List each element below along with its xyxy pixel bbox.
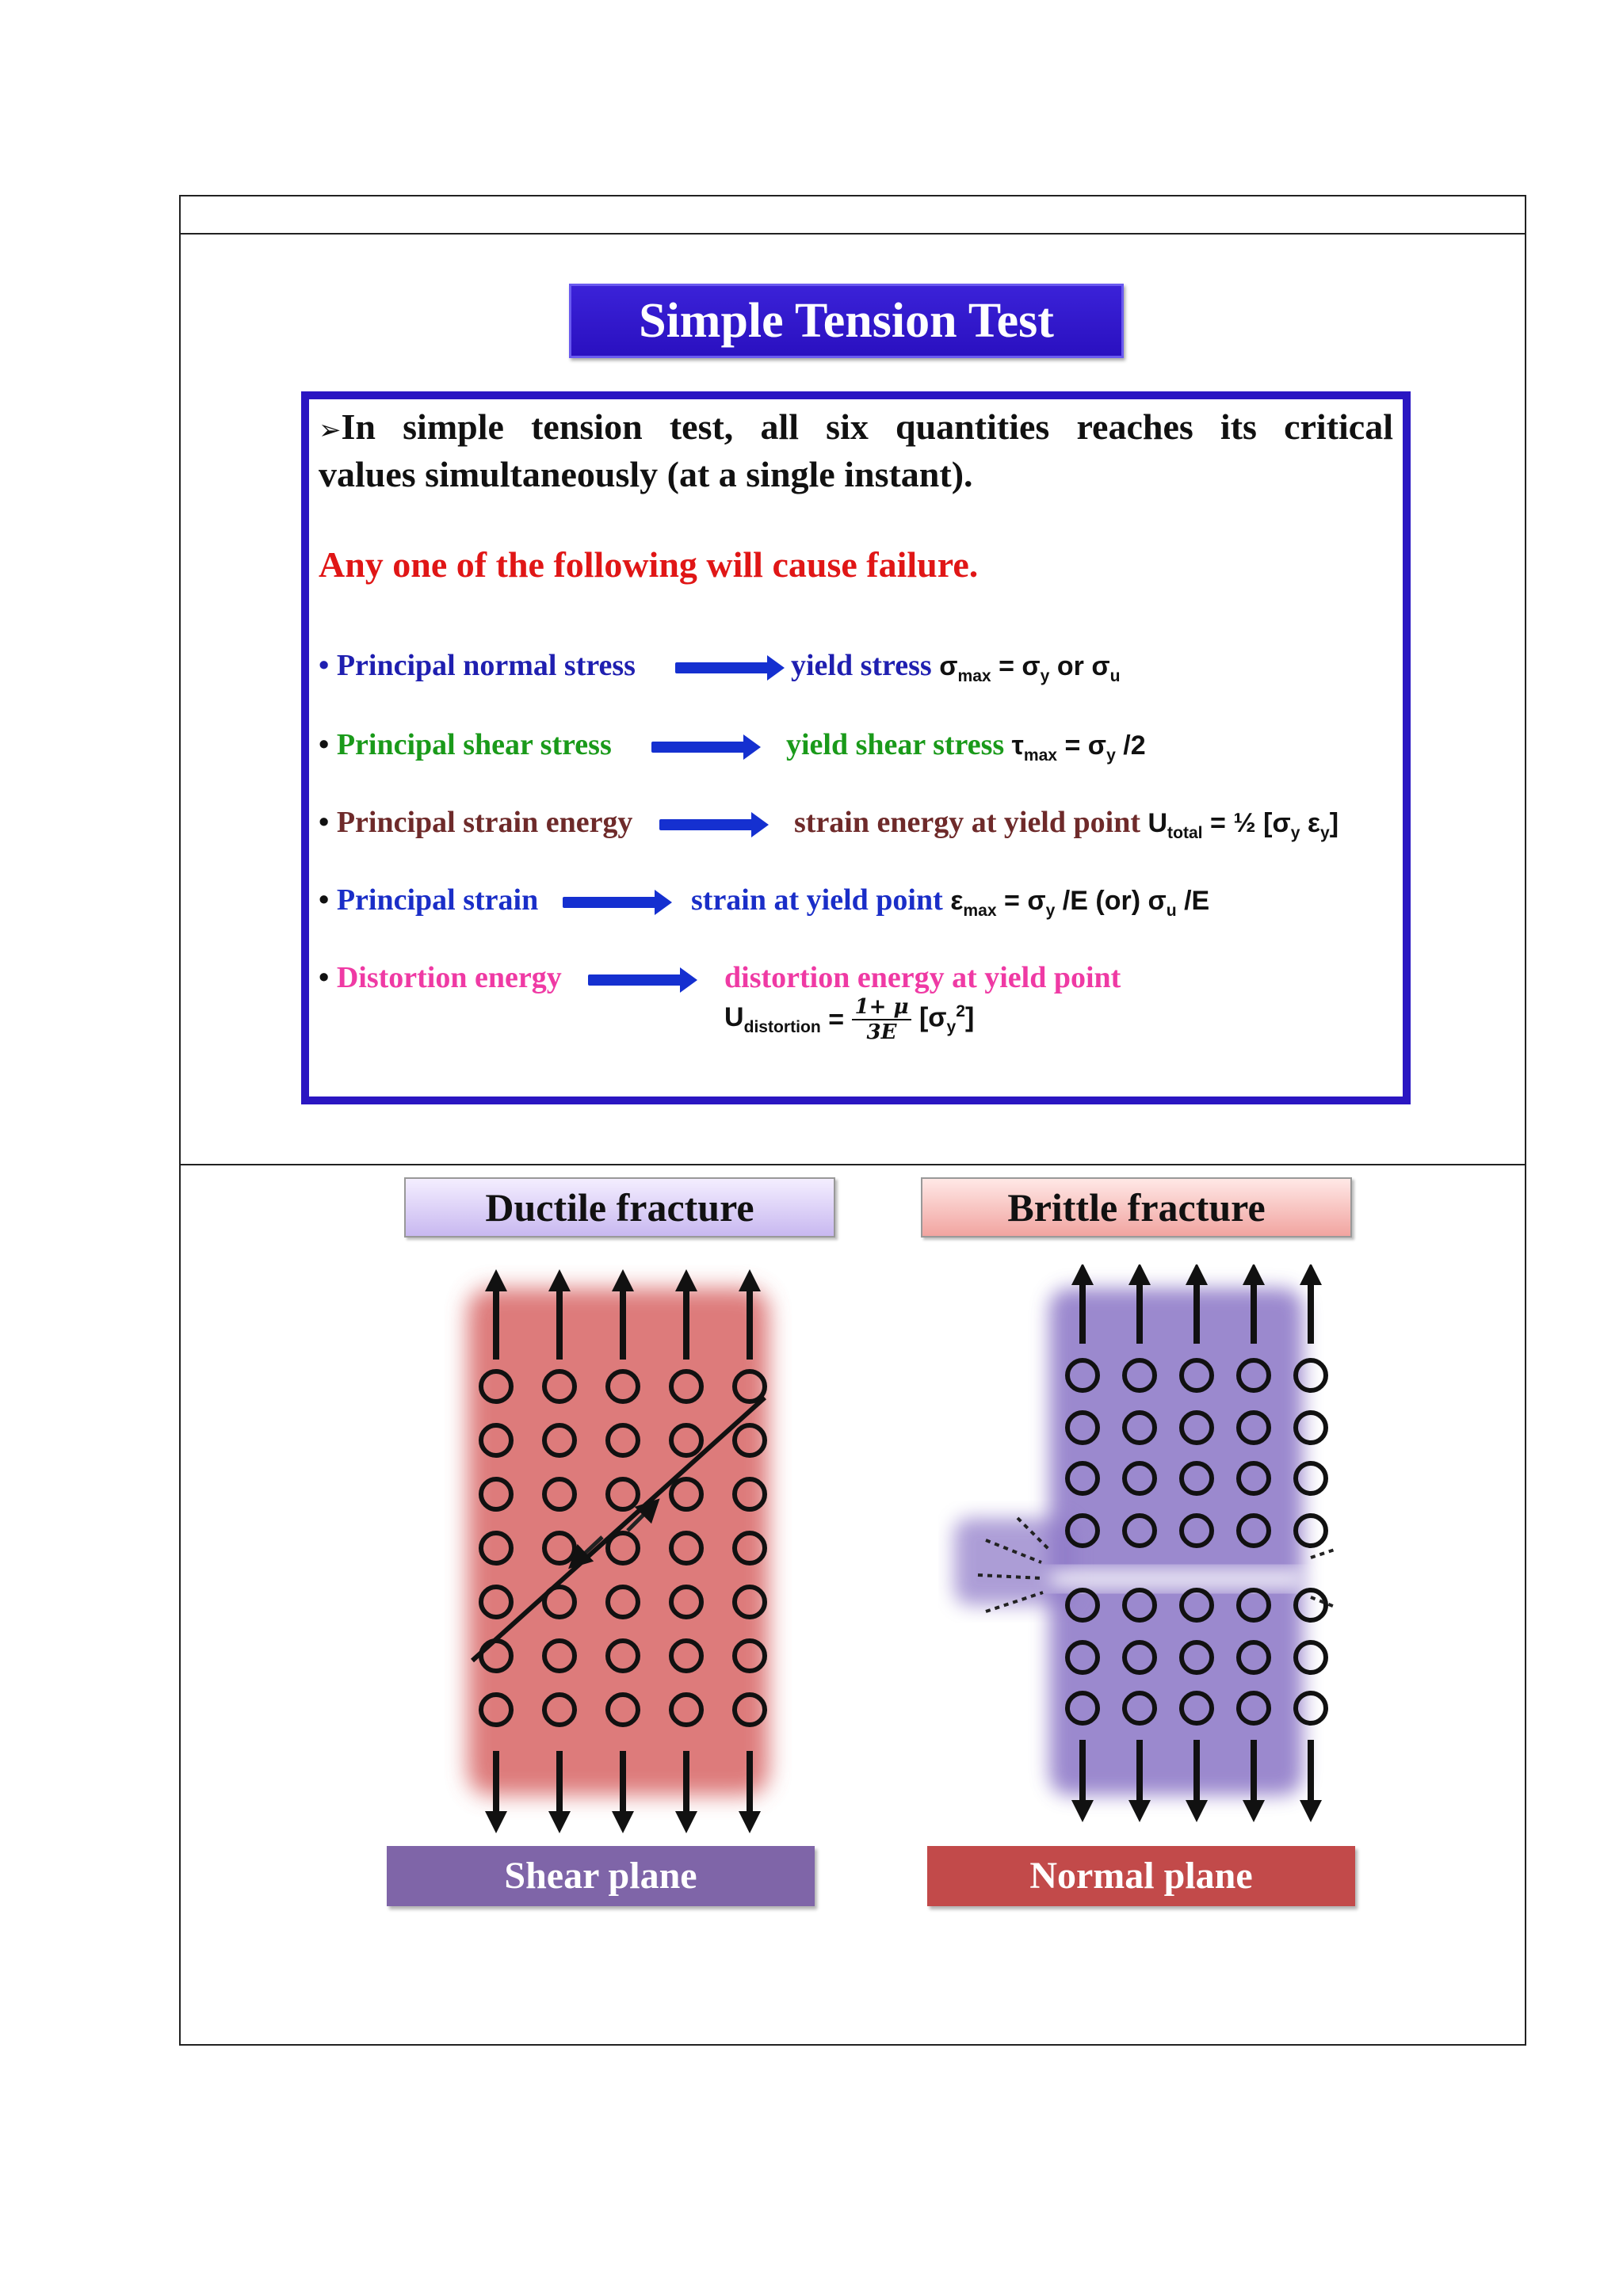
arrowhead — [1186, 1800, 1208, 1822]
section-divider — [179, 1164, 1526, 1165]
criterion-label: Distortion energy — [336, 961, 562, 994]
arrowhead — [548, 1811, 571, 1833]
right-arrow-icon — [675, 662, 770, 673]
intro-line-1 — [319, 406, 1393, 448]
arrowhead — [1186, 1264, 1208, 1285]
criterion-formula: $\tau_{max} = \sigma_y$ /2 — [1011, 730, 1146, 765]
criterion-label: Principal strain — [336, 883, 539, 917]
arrowhead — [612, 1811, 634, 1833]
arrowhead — [1300, 1264, 1322, 1285]
arrowhead — [675, 1269, 697, 1291]
arrowhead — [675, 1811, 697, 1833]
criterion-shear-stress — [319, 727, 612, 762]
arrowhead — [612, 1269, 634, 1291]
normal-plane-caption: Normal plane — [927, 1846, 1355, 1906]
specimen-body — [468, 1288, 769, 1795]
criterion-distortion-result: distortion energy at yield point — [724, 961, 1121, 994]
criterion-formula: $\sigma_{max} = \sigma_y$ or $\sigma_u$ — [939, 651, 1121, 685]
fracture-gap — [1049, 1569, 1303, 1589]
arrowhead — [1128, 1264, 1151, 1285]
arrowhead — [1243, 1800, 1265, 1822]
criterion-result: yield shear stress — [786, 728, 1005, 761]
fracture-spray — [954, 1518, 1073, 1605]
arrowhead — [739, 1269, 761, 1291]
bullet: • — [319, 649, 330, 682]
arrowhead — [485, 1811, 507, 1833]
arrowhead — [548, 1269, 571, 1291]
criterion-label: Principal strain energy — [336, 806, 633, 839]
arrowhead — [1071, 1264, 1094, 1285]
criterion-result: strain at yield point — [691, 883, 943, 917]
criterion-shear-stress-result — [786, 727, 1146, 765]
criterion-formula: $\varepsilon_{max} = \sigma_y$ /E (or) $\sigma_u$ /E — [950, 886, 1210, 920]
right-arrow-icon — [588, 974, 683, 986]
intro-line-2: values simultaneously (at a single instant). — [319, 454, 973, 494]
bullet: • — [319, 728, 330, 761]
ductile-fracture-diagram — [444, 1264, 792, 1835]
right-arrow-icon — [659, 819, 754, 830]
bullet: • — [319, 883, 330, 917]
arrowhead — [1071, 1800, 1094, 1822]
criterion-label: Principal shear stress — [336, 728, 612, 761]
header-rule — [179, 233, 1526, 235]
failure-statement: Any one of the following will cause failure. — [319, 544, 979, 585]
criterion-normal-stress-result — [791, 648, 1120, 686]
intro-text-1: In simple tension test, all six quantities reaches its critical — [341, 406, 1393, 447]
criterion-normal-stress — [319, 648, 636, 683]
arrowhead — [1243, 1264, 1265, 1285]
criterion-label: Principal normal stress — [336, 649, 636, 682]
brittle-fracture-diagram — [938, 1264, 1366, 1835]
brittle-fracture-title: Brittle fracture — [921, 1177, 1352, 1238]
arrowhead — [485, 1269, 507, 1291]
criterion-strain-energy — [319, 805, 632, 840]
criterion-strain-result — [691, 883, 1209, 921]
arrowhead — [1300, 1800, 1322, 1822]
slide-title: Simple Tension Test — [569, 284, 1124, 358]
bullet: • — [319, 806, 330, 839]
criterion-result: yield stress — [791, 649, 932, 682]
right-arrow-icon — [563, 897, 658, 908]
arrow-bullet-icon: ➢ — [319, 414, 342, 446]
right-arrow-icon — [651, 742, 747, 753]
arrowhead — [739, 1811, 761, 1833]
shear-plane-caption: Shear plane — [387, 1846, 815, 1906]
criterion-distortion-energy — [319, 960, 562, 995]
criterion-result: strain energy at yield point — [794, 806, 1140, 839]
criterion-formula: $U_{total}$ = ½ [$\sigma_y$ $\varepsilon_y$] — [1148, 808, 1339, 842]
bullet: • — [319, 961, 330, 994]
ductile-fracture-title: Ductile fracture — [404, 1177, 835, 1238]
criterion-strain-energy-result — [794, 805, 1338, 843]
criterion-strain — [319, 883, 538, 917]
arrowhead — [1128, 1800, 1151, 1822]
distortion-formula: $U_{distortion}$ = $\frac{1+ \mu}{3E}$ $[\sigma_y^2]$ — [724, 995, 975, 1044]
